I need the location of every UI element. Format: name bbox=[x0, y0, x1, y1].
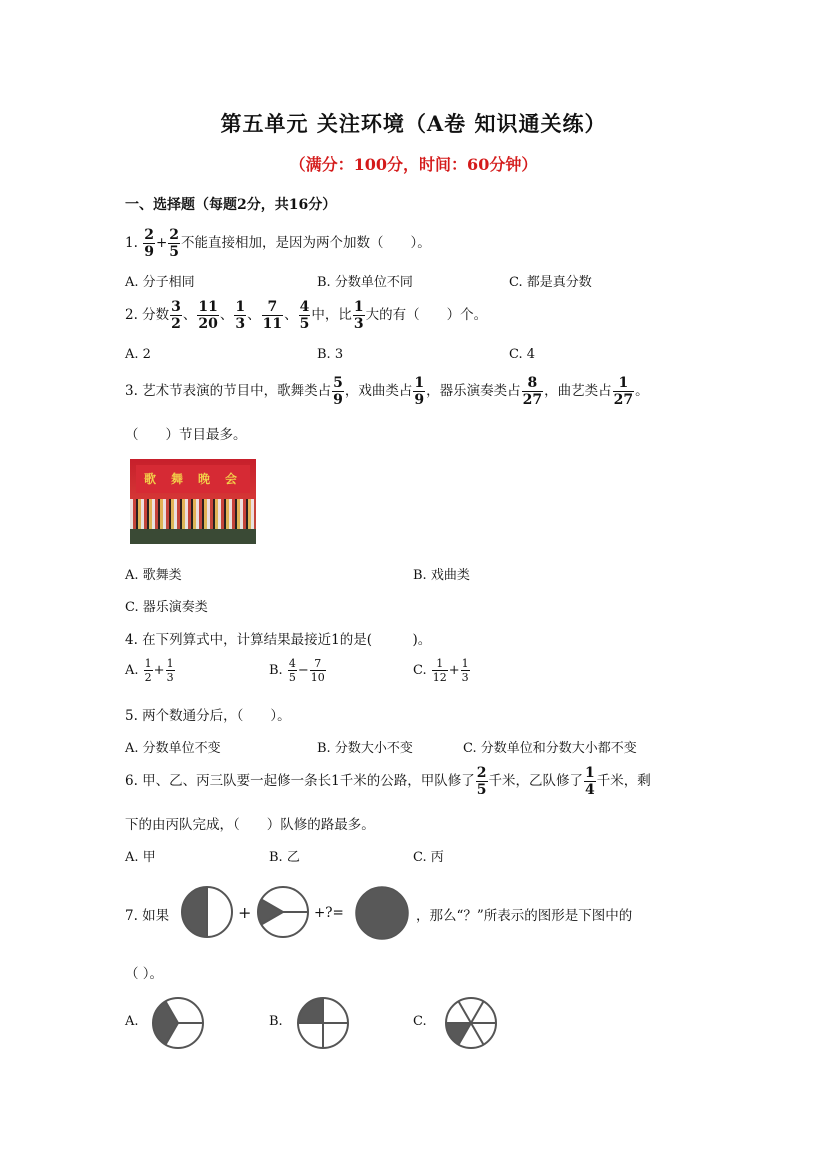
q2-fraction: $\frac{11}{20}$ bbox=[198, 299, 218, 332]
plus-question-equals: +?= bbox=[314, 905, 344, 921]
q4-option-a[interactable]: A. $\frac{1}{2}$ + $\frac{1}{3}$ bbox=[125, 657, 174, 684]
q3-option-c[interactable]: C. 器乐演奏类 bbox=[125, 600, 208, 615]
q2-compare-fraction: $\frac{1}{3}$ bbox=[353, 299, 364, 332]
q7-option-a-label[interactable]: A. bbox=[125, 1014, 139, 1029]
q7-prefix: 7. 如果 bbox=[125, 908, 170, 924]
q5-option-b[interactable]: B. 分数大小不变 bbox=[317, 741, 413, 756]
q1-option-c[interactable]: C. 都是真分数 bbox=[509, 275, 592, 290]
q1-fraction-1: $\frac{2}{9}$ bbox=[144, 227, 154, 260]
option-a-third-circle-icon[interactable] bbox=[151, 996, 205, 1050]
plus-sign: + bbox=[238, 903, 252, 922]
third-shaded-circle-icon bbox=[256, 885, 310, 939]
section-heading: 一、选择题（每题2分，共16分） bbox=[125, 197, 337, 213]
q3-option-b[interactable]: B. 戏曲类 bbox=[413, 568, 470, 583]
q2-prefix: 2. 分数 bbox=[125, 307, 170, 323]
question-4: 4. 在下列算式中，计算结果最接近1的是( )。 bbox=[125, 632, 432, 648]
q7-option-b-label[interactable]: B. bbox=[269, 1014, 283, 1029]
q2-fraction: $\frac{7}{11}$ bbox=[262, 299, 283, 332]
q6-option-b[interactable]: B. 乙 bbox=[269, 850, 300, 865]
question-6: 6. 甲、乙、丙三队要一起修一条长1千米的公路，甲队修了 $\frac{2}{5}$ 千米，乙队修了 $\frac{1}{4}$ 千米，剩 bbox=[125, 765, 651, 798]
q7-text: ，那么“？”所表示的图形是下图中的 bbox=[416, 908, 633, 924]
q1-number: 1. bbox=[125, 235, 138, 251]
question-3: 3. 艺术节表演的节目中，歌舞类占 $\frac{5}{9}$ ，戏曲类占 $\frac{1}{9}$ ，器乐演奏类占 $\frac{8}{27}$ ，曲艺类占 $\frac{1}{27}$ 。 bbox=[125, 375, 649, 408]
q6-option-a[interactable]: A. 甲 bbox=[125, 850, 156, 865]
q1-text: 不能直接相加，是因为两个加数（ ）。 bbox=[181, 235, 431, 251]
q6-fraction: $\frac{1}{4}$ bbox=[585, 765, 595, 798]
stage-performance-photo bbox=[130, 459, 256, 544]
q7-line-2: （ ）。 bbox=[125, 966, 164, 982]
q7-option-c-label[interactable]: C. bbox=[413, 1014, 427, 1029]
q4-option-b[interactable]: B. $\frac{4}{5}$ − $\frac{7}{10}$ bbox=[269, 657, 325, 684]
question-2: 2. 分数 $\frac{3}{2}$ 、 $\frac{11}{20}$ 、 $\frac{1}{3}$ 、 $\frac{7}{11}$ 、 $\frac{4}{5}$ 中，比 $\frac{1}{3}$ 大的有（ ）个。 bbox=[125, 299, 488, 332]
q6-line-2: 下的由丙队完成，（ ）队修的路最多。 bbox=[125, 817, 375, 833]
plus-sign: + bbox=[155, 235, 168, 251]
q2-fraction: $\frac{4}{5}$ bbox=[299, 299, 310, 332]
q6-option-c[interactable]: C. 丙 bbox=[413, 850, 444, 865]
q2-option-c[interactable]: C. 4 bbox=[509, 347, 536, 362]
photo-performers bbox=[130, 499, 256, 529]
page-subtitle: （满分：100分，时间：60分钟） bbox=[289, 155, 538, 174]
option-b-quarter-circle-icon[interactable] bbox=[296, 996, 350, 1050]
q1-option-b[interactable]: B. 分数单位不同 bbox=[317, 275, 413, 290]
q5-option-c[interactable]: C. 分数单位和分数大小都不变 bbox=[463, 741, 637, 756]
q6-fraction: $\frac{2}{5}$ bbox=[476, 765, 487, 798]
q1-option-a[interactable]: A. 分子相同 bbox=[125, 275, 195, 290]
q3-option-a[interactable]: A. 歌舞类 bbox=[125, 568, 182, 583]
q3-line-2: （ ）节目最多。 bbox=[125, 427, 247, 443]
q2-fraction: $\frac{1}{3}$ bbox=[235, 299, 246, 332]
page-title: 第五单元 关注环境（A卷 知识通关练） bbox=[220, 111, 607, 136]
option-c-sixth-circle-icon[interactable] bbox=[444, 996, 498, 1050]
q3-fraction: $\frac{1}{27}$ bbox=[613, 375, 634, 408]
question-1 bbox=[125, 228, 431, 259]
half-shaded-circle-icon bbox=[180, 885, 234, 939]
photo-banner: 歌 舞 晚 会 bbox=[136, 465, 250, 493]
q2-fraction: $\frac{3}{2}$ bbox=[171, 299, 181, 332]
q2-option-a[interactable]: A. 2 bbox=[125, 347, 151, 362]
q5-option-a[interactable]: A. 分数单位不变 bbox=[125, 741, 221, 756]
q3-fraction: $\frac{1}{9}$ bbox=[414, 375, 425, 408]
full-shaded-circle-icon bbox=[354, 885, 410, 941]
question-5: 5. 两个数通分后，（ ）。 bbox=[125, 708, 291, 724]
q1-fraction-2: $\frac{2}{5}$ bbox=[169, 227, 179, 260]
photo-ground bbox=[130, 529, 256, 544]
q3-fraction: $\frac{5}{9}$ bbox=[333, 375, 343, 408]
q2-option-b[interactable]: B. 3 bbox=[317, 347, 344, 362]
q3-fraction: $\frac{8}{27}$ bbox=[522, 375, 543, 408]
q4-option-c[interactable]: C. $\frac{1}{12}$ + $\frac{1}{3}$ bbox=[413, 657, 469, 684]
